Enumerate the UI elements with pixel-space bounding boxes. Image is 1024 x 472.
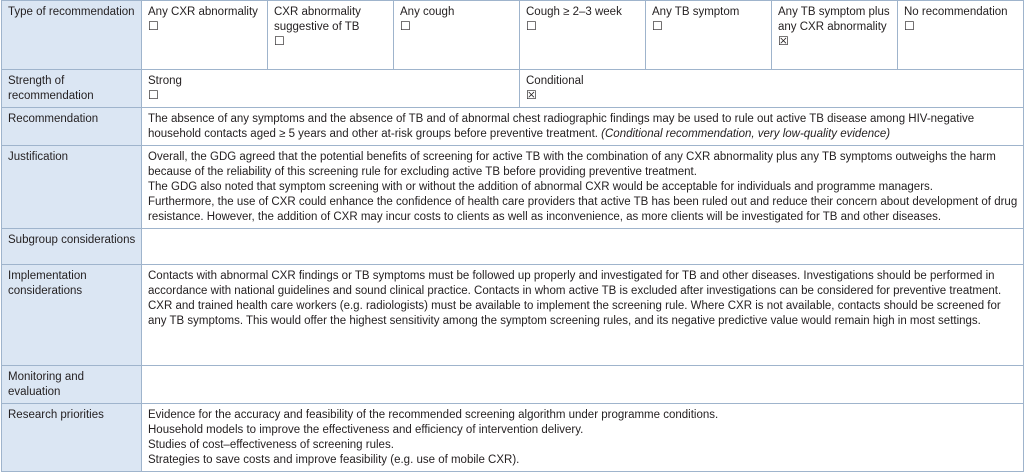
option-text: No recommendation <box>904 6 1008 18</box>
checkbox-icon: ☐ <box>526 19 537 33</box>
checkbox-icon: ☐ <box>148 19 159 33</box>
recommendation-row <box>2 108 1024 146</box>
justification-paragraph: The GDG also noted that symptom screening with or without the addition of abnormal CXR would be acceptable for individuals and programme managers. <box>148 181 933 193</box>
justification-paragraph: Overall, the GDG agreed that the potential benefits of screening for active TB with the combination of any CXR abnormality plus any TB symptoms outweighs the harm because of the reliability of this screening rule for excluding active TB before providing preventive treatment. <box>148 151 996 178</box>
checkbox-icon: ☐ <box>148 88 159 102</box>
option-tb-symptom-plus-cxr <box>772 1 898 70</box>
checkbox-icon: ☐ <box>904 19 915 33</box>
research-item: Studies of cost–effectiveness of screening rules. <box>148 439 394 451</box>
justification-paragraph: Furthermore, the use of CXR could enhance the confidence of health care providers that active TB has been ruled out and reduce their concern about development of drug resistance. However, the addition of CXR may incur costs to clients as well as inconvenience, as more clients will be investigated for TB and other diseases. <box>148 196 1018 223</box>
research-item: Strategies to save costs and improve feasibility (e.g. use of mobile CXR). <box>148 454 520 466</box>
implementation-paragraph: Contacts with abnormal CXR findings or TB symptoms must be followed up properly and investigated for TB and other diseases. Investigations should be performed in accordance with national guidelines and sound clinical practice. Contacts in whom active TB is excluded after investigations can be considered for preventive treatment. <box>148 270 1002 297</box>
subgroup-row <box>2 229 1024 265</box>
research-label: Research priorities <box>2 404 142 472</box>
justification-label: Justification <box>2 146 142 229</box>
checked-checkbox-icon: ☒ <box>526 88 537 102</box>
option-no-recommendation <box>898 1 1024 70</box>
option-any-cxr-abnormality <box>142 1 268 70</box>
type-label: Type of recommendation <box>2 1 142 70</box>
research-item: Evidence for the accuracy and feasibility of the recommended screening algorithm under programme conditions. <box>148 409 719 421</box>
strength-row <box>2 70 1024 108</box>
option-any-cough <box>394 1 520 70</box>
monitoring-cell <box>142 366 1024 404</box>
option-text: Any TB symptom plus any CXR abnormality <box>778 6 890 33</box>
implementation-label: Implementation considerations <box>2 265 142 366</box>
option-text: Conditional <box>526 75 584 87</box>
research-item: Household models to improve the effectiveness and efficiency of intervention delivery. <box>148 424 584 436</box>
research-cell <box>142 404 1024 472</box>
recommendation-text: The absence of any symptoms and the absence of TB and of abnormal chest radiographic findings may be used to rule out active TB disease among HIV-negative household contacts aged ≥ 5 years and other at-risk groups before preventive treatment. <box>148 113 975 140</box>
recommendation-note: (Conditional recommendation, very low-quality evidence) <box>601 128 891 140</box>
option-strong <box>142 70 520 108</box>
subgroup-cell <box>142 229 1024 265</box>
implementation-paragraph: CXR and trained health care workers (e.g. radiologists) must be available to implement the screening rule. Where CXR is not available, contacts should be screened for any TB symptoms. This would offer the highest sensitivity among the symptom screening rules, and its negative predictive value would remain high in most settings. <box>148 300 1001 327</box>
checked-checkbox-icon: ☒ <box>778 34 789 48</box>
type-row <box>2 1 1024 70</box>
recommendation-label: Recommendation <box>2 108 142 146</box>
option-text: Any CXR abnormality <box>148 6 258 18</box>
implementation-cell <box>142 265 1024 366</box>
recommendation-table <box>1 0 1024 472</box>
research-row <box>2 404 1024 472</box>
option-text: CXR abnormality suggestive of TB <box>274 6 361 33</box>
option-text: Any cough <box>400 6 455 18</box>
recommendation-cell <box>142 108 1024 146</box>
monitoring-label: Monitoring and evaluation <box>2 366 142 404</box>
strength-label: Strength of recommendation <box>2 70 142 108</box>
option-conditional <box>520 70 1024 108</box>
option-text: Any TB symptom <box>652 6 740 18</box>
checkbox-icon: ☐ <box>652 19 663 33</box>
option-text: Strong <box>148 75 182 87</box>
option-text: Cough ≥ 2–3 week <box>526 6 622 18</box>
option-cough-2-3-week <box>520 1 646 70</box>
option-cxr-suggestive <box>268 1 394 70</box>
checkbox-icon: ☐ <box>400 19 411 33</box>
justification-cell <box>142 146 1024 229</box>
option-any-tb-symptom <box>646 1 772 70</box>
monitoring-row <box>2 366 1024 404</box>
justification-row <box>2 146 1024 229</box>
subgroup-label: Subgroup considerations <box>2 229 142 265</box>
implementation-row <box>2 265 1024 366</box>
checkbox-icon: ☐ <box>274 34 285 48</box>
